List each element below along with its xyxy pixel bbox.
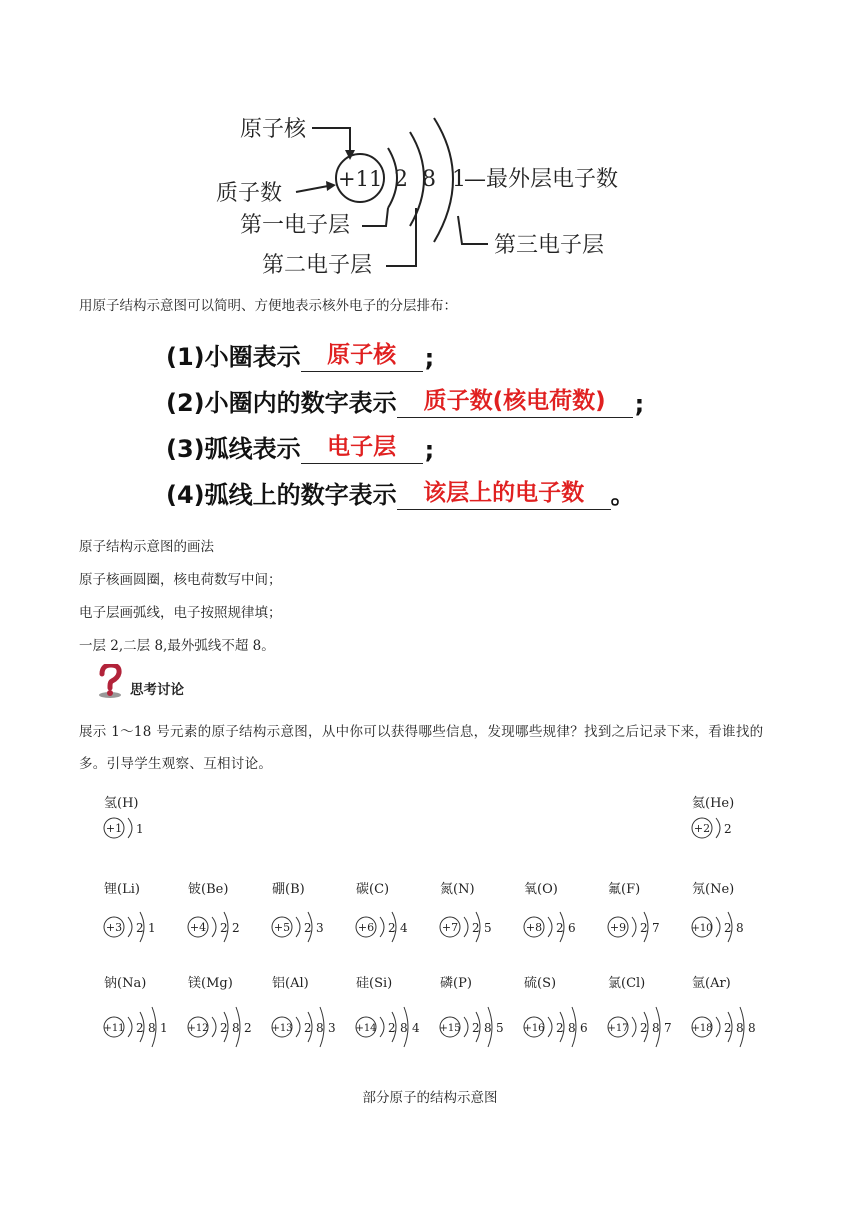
shell-arc xyxy=(380,917,384,937)
figure-caption: 部分原子的结构示意图 xyxy=(362,1090,498,1106)
fill-row-1 xyxy=(166,338,434,372)
shell-arc xyxy=(128,1017,132,1037)
shell-electron-count: 1 xyxy=(148,921,156,935)
shell-electron-count: 2 xyxy=(472,1021,480,1035)
shell-arc xyxy=(464,917,468,937)
shell-electron-count: 7 xyxy=(652,921,660,935)
shell-electron-count: 8 xyxy=(748,1021,756,1035)
shell-electron-count: 1 xyxy=(160,1021,168,1035)
shell2-label: 第二电子层 xyxy=(262,253,373,278)
shell-arc xyxy=(716,917,720,937)
shell-arc xyxy=(716,1017,720,1037)
atom-diagram xyxy=(354,902,426,952)
nucleus-charge: +2 xyxy=(693,822,711,835)
fill-prefix: (2)小圈内的数字表示 xyxy=(166,389,397,417)
shell-arc xyxy=(548,917,552,937)
shell-electron-count: 6 xyxy=(568,921,576,935)
answer-text: 电子层 xyxy=(327,434,397,460)
element-name: 氢(H) xyxy=(104,796,139,811)
nucleus-charge: +11 xyxy=(338,167,383,191)
atom-diagram xyxy=(606,902,678,952)
shell-electron-count: 4 xyxy=(400,921,408,935)
atom-diagram xyxy=(606,1002,678,1052)
element-name: 氮(N) xyxy=(440,882,475,897)
fill-row-4 xyxy=(166,476,635,510)
element-name: 氖(Ne) xyxy=(692,882,735,897)
shell-electron-count: 2 xyxy=(556,921,564,935)
atom-diagram xyxy=(102,803,174,853)
nucleus-label: 原子核 xyxy=(240,117,307,142)
shell-electron-count: 5 xyxy=(484,921,492,935)
discussion-text: 展示 1～18 号元素的原子结构示意图，从中你可以获得哪些信息，发现哪些规律？找到之后记录下来，看谁找的多。引导学生观察、互相讨论。 xyxy=(79,724,764,772)
method-line-2: 电子层画弧线，电子按照规律填； xyxy=(79,605,282,621)
fill-prefix: (3)弧线表示 xyxy=(166,435,301,463)
shell-arc xyxy=(632,1017,636,1037)
shell-electron-count: 8 xyxy=(652,1021,660,1035)
shell-arc xyxy=(212,917,216,937)
shell-electron-count: 4 xyxy=(412,1021,420,1035)
fill-prefix: (4)弧线上的数字表示 xyxy=(166,481,397,509)
nucleus-arrow xyxy=(312,128,350,154)
shell-electron-count: 2 xyxy=(388,1021,396,1035)
element-name: 钠(Na) xyxy=(104,976,147,991)
shell-electron-count: 8 xyxy=(148,1021,156,1035)
shell-arc xyxy=(464,1017,468,1037)
nucleus-charge: +3 xyxy=(105,921,123,934)
shell-electron-count: 8 xyxy=(736,921,744,935)
shell1-label: 第一电子层 xyxy=(240,213,351,238)
shell-electron-count: 3 xyxy=(328,1021,336,1035)
shell-electron-count: 2 xyxy=(220,1021,228,1035)
discussion-heading xyxy=(96,664,184,698)
answer-text: 原子核 xyxy=(327,342,397,368)
nucleus-charge: +9 xyxy=(609,921,627,934)
atom-diagram xyxy=(438,902,510,952)
shell-arc xyxy=(212,1017,216,1037)
shell-arc xyxy=(716,818,720,838)
shell-electron-count: 2 xyxy=(640,1021,648,1035)
atom-diagram xyxy=(186,902,258,952)
element-name: 硅(Si) xyxy=(356,976,393,991)
element-name: 磷(P) xyxy=(440,976,472,991)
element-name: 氧(O) xyxy=(524,882,558,897)
element-name: 氦(He) xyxy=(692,796,735,811)
answer-text: 该层上的电子数 xyxy=(423,480,585,506)
element-name: 铝(Al) xyxy=(272,976,309,991)
shell-electron-count: 8 xyxy=(484,1021,492,1035)
shell-electron-count: 1 xyxy=(136,822,144,836)
shell-arc xyxy=(128,818,132,838)
method-line-1: 原子核画圆圈，核电荷数写中间； xyxy=(79,572,282,588)
fill-blank xyxy=(397,479,611,510)
fill-row-2 xyxy=(166,384,644,418)
shell-electron-count: 8 xyxy=(568,1021,576,1035)
nucleus-charge: +13 xyxy=(271,1023,293,1034)
shell-arc xyxy=(296,917,300,937)
shell-count-3: 1 xyxy=(452,167,466,192)
atom-diagram xyxy=(690,902,762,952)
proton-label: 质子数 xyxy=(216,181,283,206)
element-name: 氟(F) xyxy=(608,882,641,897)
fill-prefix: (1)小圈表示 xyxy=(166,343,301,371)
answer-text: 质子数(核电荷数) xyxy=(423,388,606,414)
method-line-3: 一层 2,二层 8,最外弧线不超 8。 xyxy=(79,638,275,654)
discussion-title: 思考讨论 xyxy=(130,682,184,698)
fill-row-3 xyxy=(166,430,434,464)
atom-diagram xyxy=(102,902,174,952)
shell-electron-count: 2 xyxy=(724,822,732,836)
sodium-atom-diagram xyxy=(210,108,650,280)
element-name: 氯(Cl) xyxy=(608,976,646,991)
nucleus-charge: +18 xyxy=(691,1023,713,1034)
shell-electron-count: 2 xyxy=(232,921,240,935)
nucleus-charge: +5 xyxy=(273,921,291,934)
nucleus-charge: +1 xyxy=(105,822,123,835)
shell-electron-count: 3 xyxy=(316,921,324,935)
fill-blank xyxy=(301,433,423,464)
fill-suffix: 。 xyxy=(610,481,635,509)
shell-electron-count: 2 xyxy=(556,1021,564,1035)
shell-electron-count: 7 xyxy=(664,1021,672,1035)
shell-arc xyxy=(296,1017,300,1037)
shell-electron-count: 8 xyxy=(316,1021,324,1035)
outer-electrons-label: —最外层电子数 xyxy=(464,167,619,192)
fill-suffix: ; xyxy=(424,436,435,464)
atom-diagram xyxy=(690,1002,762,1052)
question-mark-icon xyxy=(96,664,124,698)
fill-suffix: ; xyxy=(424,344,435,372)
shell-electron-count: 2 xyxy=(304,1021,312,1035)
element-name: 氩(Ar) xyxy=(692,976,731,991)
nucleus-charge: +16 xyxy=(523,1023,545,1034)
atom-diagram xyxy=(102,1002,174,1052)
nucleus-charge: +11 xyxy=(103,1023,125,1034)
shell-electron-count: 8 xyxy=(736,1021,744,1035)
shell-arc xyxy=(632,917,636,937)
shell-electron-count: 2 xyxy=(724,921,732,935)
shell-electron-count: 8 xyxy=(232,1021,240,1035)
intro-text: 用原子结构示意图可以简明、方便地表示核外电子的分层排布： xyxy=(79,298,457,314)
shell-electron-count: 2 xyxy=(136,921,144,935)
shell-arc xyxy=(548,1017,552,1037)
shell-electron-count: 2 xyxy=(388,921,396,935)
atom-diagram xyxy=(270,902,342,952)
element-name: 硫(S) xyxy=(524,976,557,991)
atom-diagram xyxy=(186,1002,258,1052)
shell-electron-count: 2 xyxy=(220,921,228,935)
shell3-label: 第三电子层 xyxy=(494,233,605,258)
nucleus-charge: +4 xyxy=(189,921,207,934)
nucleus-charge: +15 xyxy=(439,1023,461,1034)
nucleus-charge: +17 xyxy=(607,1023,629,1034)
shell-count-2: 8 xyxy=(422,167,436,192)
shell-electron-count: 2 xyxy=(244,1021,252,1035)
method-title: 原子结构示意图的画法 xyxy=(79,539,214,555)
shell-electron-count: 2 xyxy=(640,921,648,935)
fill-suffix: ; xyxy=(634,390,645,418)
fill-blank xyxy=(397,387,633,418)
element-name: 硼(B) xyxy=(272,882,305,897)
atom-diagram xyxy=(438,1002,510,1052)
shell-arc xyxy=(380,1017,384,1037)
atom-diagram xyxy=(354,1002,426,1052)
shell-electron-count: 5 xyxy=(496,1021,504,1035)
atom-diagram xyxy=(270,1002,342,1052)
nucleus-charge: +14 xyxy=(355,1023,377,1034)
shell-arc xyxy=(128,917,132,937)
nucleus-charge: +10 xyxy=(691,923,713,934)
shell-electron-count: 6 xyxy=(580,1021,588,1035)
fill-blank xyxy=(301,341,423,372)
element-name: 铍(Be) xyxy=(188,882,229,897)
shell-electron-count: 2 xyxy=(304,921,312,935)
shell-electron-count: 2 xyxy=(136,1021,144,1035)
nucleus-charge: +8 xyxy=(525,921,543,934)
atom-diagram xyxy=(522,1002,594,1052)
shell-electron-count: 2 xyxy=(472,921,480,935)
atom-diagram xyxy=(690,803,762,853)
element-name: 碳(C) xyxy=(356,882,390,897)
shell-arc-3 xyxy=(434,118,453,242)
atom-diagram xyxy=(522,902,594,952)
nucleus-charge: +7 xyxy=(441,921,459,934)
shell-electron-count: 8 xyxy=(400,1021,408,1035)
nucleus-charge: +6 xyxy=(357,921,375,934)
shell-count-1: 2 xyxy=(394,167,408,192)
shell-electron-count: 2 xyxy=(724,1021,732,1035)
element-name: 锂(Li) xyxy=(104,882,140,897)
element-name: 镁(Mg) xyxy=(188,976,233,991)
nucleus-charge: +12 xyxy=(187,1023,209,1034)
